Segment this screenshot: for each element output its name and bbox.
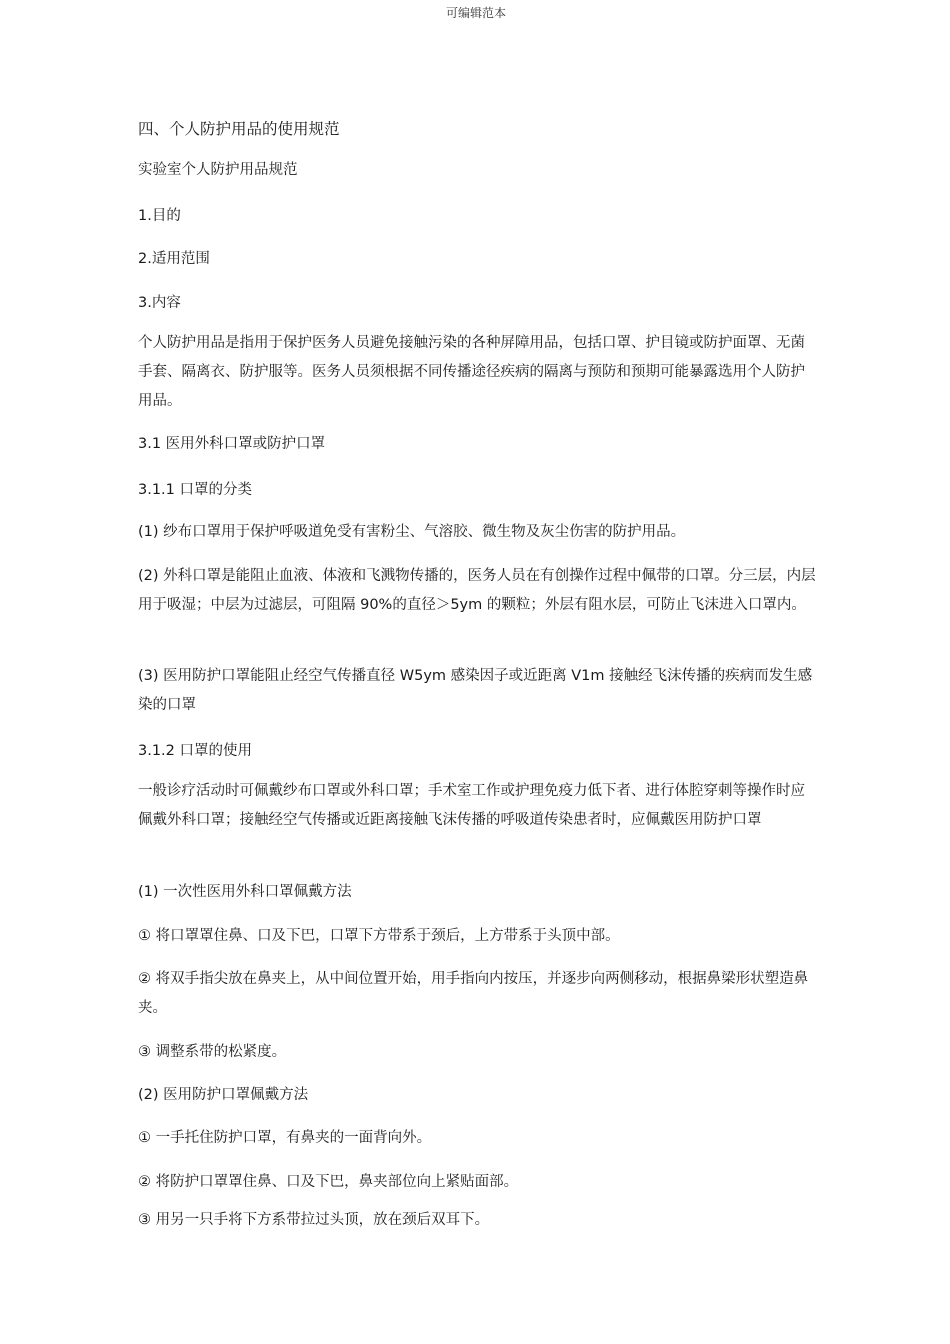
method-2-title: (2) 医用防护口罩佩戴方法 <box>138 1087 309 1103</box>
document-subtitle: 实验室个人防护用品规范 <box>138 162 298 178</box>
heading-3-1: 3.1 医用外科口罩或防护口罩 <box>138 436 326 452</box>
method-2-step-1: ① 一手托住防护口罩，有鼻夹的一面背向外。 <box>138 1130 432 1146</box>
mask-class-3: (3) 医用防护口罩能阻止经空气传播直径 W5ym 感染因子或近距离 V1m 接触经飞沫传播的疾病而发生感染的口罩 <box>138 668 813 713</box>
heading-3-1-1: 3.1.1 口罩的分类 <box>138 482 253 498</box>
item-purpose: 1.目的 <box>138 208 181 224</box>
method-1-step-2: ② 将双手指尖放在鼻夹上，从中间位置开始，用手指向内按压，并逐步向两侧移动，根据鼻梁形状塑造鼻夹。 <box>138 971 809 1016</box>
section-title: 四、个人防护用品的使用规范 <box>138 120 340 138</box>
method-1-title: (1) 一次性医用外科口罩佩戴方法 <box>138 884 352 900</box>
item-content: 3.内容 <box>138 295 181 311</box>
method-1-step-3: ③ 调整系带的松紧度。 <box>138 1044 287 1060</box>
method-1-step-1: ① 将口罩罩住鼻、口及下巴，口罩下方带系于颈后，上方带系于头顶中部。 <box>138 928 620 944</box>
mask-class-1: (1) 纱布口罩用于保护呼吸道免受有害粉尘、气溶胶、微生物及灰尘伤害的防护用品。 <box>138 524 686 540</box>
method-2-step-2: ② 将防护口罩罩住鼻、口及下巴，鼻夹部位向上紧贴面部。 <box>138 1174 519 1190</box>
editable-template-note: 可编辑范本 <box>446 6 507 20</box>
method-2-step-3: ③ 用另一只手将下方系带拉过头顶，放在颈后双耳下。 <box>138 1212 490 1228</box>
item-scope: 2.适用范围 <box>138 251 210 267</box>
mask-class-2: (2) 外科口罩是能阻止血液、体液和飞溅物传播的，医务人员在有创操作过程中佩带的口罩。分三层，内层用于吸湿；中层为过滤层，可阻隔 90%的直径＞5ym 的颗粒；外层有阻水层，可防止飞沫进入口罩内。 <box>138 568 816 613</box>
heading-3-1-2: 3.1.2 口罩的使用 <box>138 743 253 759</box>
intro-paragraph: 个人防护用品是指用于保护医务人员避免接触污染的各种屏障用品，包括口罩、护目镜或防护面罩、无菌手套、隔离衣、防护服等。医务人员须根据不同传播途径疾病的隔离与预防和预期可能暴露选用个人防护用品。 <box>138 335 805 409</box>
usage-paragraph: 一般诊疗活动时可佩戴纱布口罩或外科口罩；手术室工作或护理免疫力低下者、进行体腔穿刺等操作时应佩戴外科口罩；接触经空气传播或近距离接触飞沫传播的呼吸道传染患者时，应佩戴医用防护口罩 <box>138 783 805 828</box>
